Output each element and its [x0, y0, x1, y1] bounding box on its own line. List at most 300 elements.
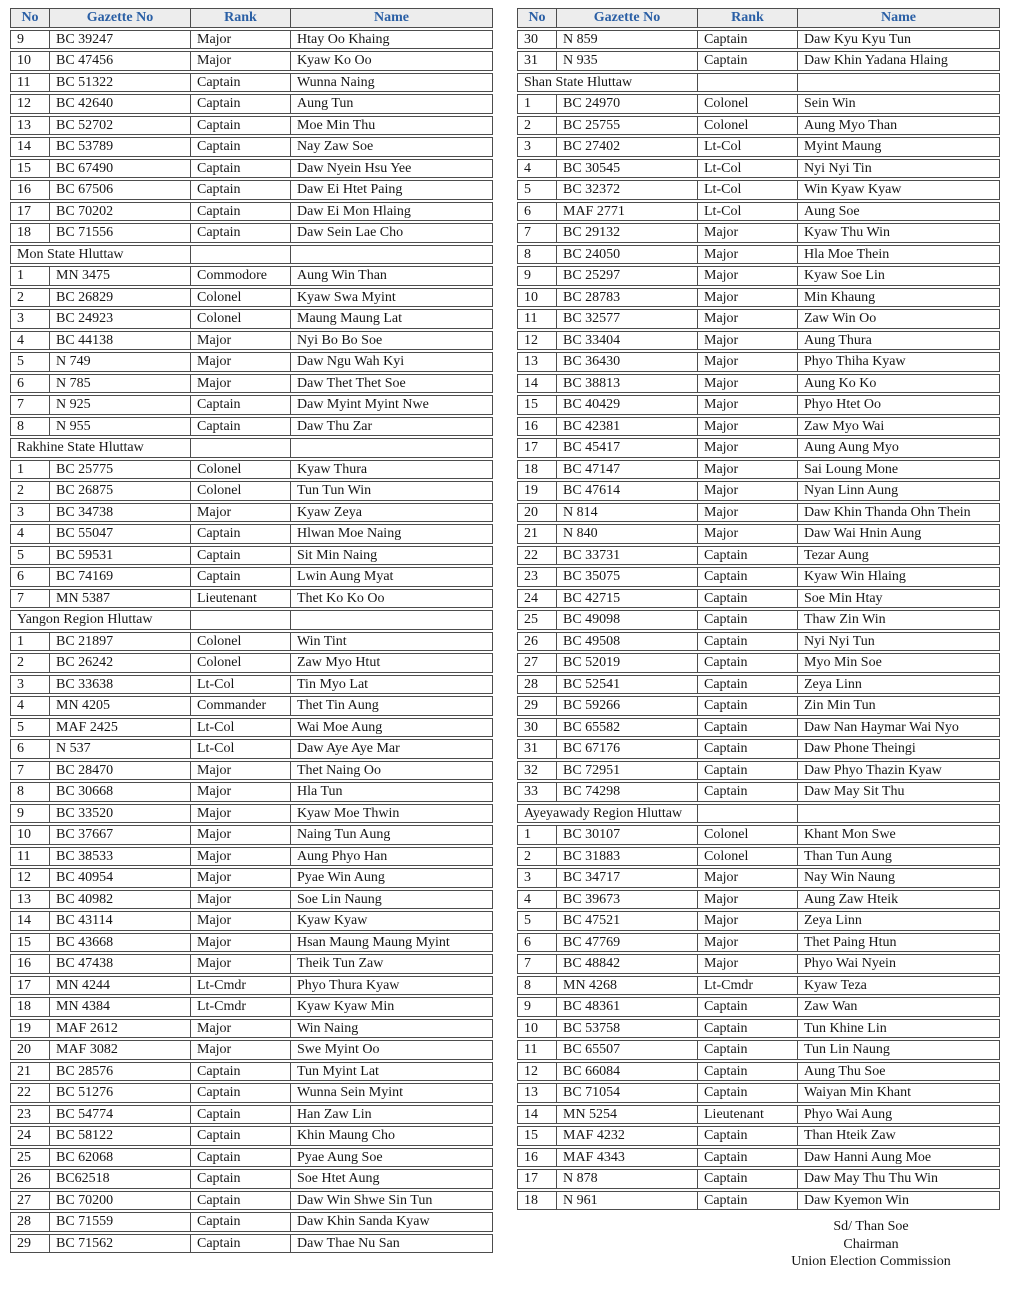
cell-gazette: BC 47438: [50, 954, 191, 974]
table-row: [10, 460, 493, 480]
table-row: [517, 245, 1000, 265]
cell-no: 9: [10, 30, 50, 50]
cell-gazette: N 925: [50, 395, 191, 415]
cell-rank: Lt-Col: [698, 202, 798, 222]
cell-gazette: BC 52702: [50, 116, 191, 136]
cell-no: 3: [10, 675, 50, 695]
cell-rank: Major: [191, 374, 291, 394]
cell-name: Theik Tun Zaw: [291, 954, 493, 974]
table-row: [517, 374, 1000, 394]
signature-block: [741, 1218, 1001, 1271]
table-row: [10, 1212, 493, 1232]
table-row: [10, 933, 493, 953]
cell-rank: Major: [191, 782, 291, 802]
cell-no: 1: [10, 632, 50, 652]
cell-name: Aung Zaw Hteik: [798, 890, 1000, 910]
table-row: [517, 696, 1000, 716]
table-row: [10, 159, 493, 179]
cell-no: 6: [10, 567, 50, 587]
table-row: [517, 1169, 1000, 1189]
cell-gazette: MN 5387: [50, 589, 191, 609]
cell-name: Kyaw Teza: [798, 976, 1000, 996]
cell-gazette: BC 47769: [557, 933, 698, 953]
cell-name: Aung Thura: [798, 331, 1000, 351]
cell-no: 10: [10, 51, 50, 71]
cell-rank: Captain: [191, 417, 291, 437]
cell-rank: Major: [698, 911, 798, 931]
table-row: [517, 1040, 1000, 1060]
cell-name: Aung Myo Than: [798, 116, 1000, 136]
cell-name: Daw Ei Mon Hlaing: [291, 202, 493, 222]
table-row: [517, 1083, 1000, 1103]
table-row: [517, 51, 1000, 71]
table-row: [10, 374, 493, 394]
table-row: [10, 868, 493, 888]
cell-no: 15: [10, 933, 50, 953]
table-row: [10, 395, 493, 415]
cell-rank: Captain: [698, 51, 798, 71]
cell-name: Aung Aung Myo: [798, 438, 1000, 458]
cell-rank: Captain: [191, 137, 291, 157]
cell-rank: Commander: [191, 696, 291, 716]
table-row: [10, 1234, 493, 1254]
cell-gazette: BC 53789: [50, 137, 191, 157]
cell-gazette: BC 58122: [50, 1126, 191, 1146]
cell-gazette: BC 30668: [50, 782, 191, 802]
cell-no: 22: [517, 546, 557, 566]
cell-gazette: BC 33520: [50, 804, 191, 824]
cell-no: 22: [10, 1083, 50, 1103]
cell-rank: Colonel: [191, 653, 291, 673]
cell-no: 14: [517, 374, 557, 394]
cell-name: Daw Hanni Aung Moe: [798, 1148, 1000, 1168]
cell-rank: Captain: [698, 632, 798, 652]
cell-name: Thaw Zin Win: [798, 610, 1000, 630]
cell-name: Aung Soe: [798, 202, 1000, 222]
cell-no: 1: [517, 825, 557, 845]
table-row: [10, 309, 493, 329]
cell-no: 13: [10, 116, 50, 136]
cell-name: Pyae Win Aung: [291, 868, 493, 888]
cell-name: Win Kyaw Kyaw: [798, 180, 1000, 200]
cell-gazette: BC 48842: [557, 954, 698, 974]
cell-rank: Lt-Col: [698, 137, 798, 157]
cell-no: 16: [517, 1148, 557, 1168]
cell-rank: Major: [698, 481, 798, 501]
cell-gazette: BC 40429: [557, 395, 698, 415]
cell-rank: Colonel: [698, 116, 798, 136]
cell-no: 31: [517, 51, 557, 71]
cell-gazette: BC 72951: [557, 761, 698, 781]
cell-rank: Captain: [191, 1126, 291, 1146]
table-row: [517, 288, 1000, 308]
table-row: [517, 868, 1000, 888]
cell-gazette: BC 36430: [557, 352, 698, 372]
cell-name: Sit Min Naing: [291, 546, 493, 566]
cell-gazette: MAF 2771: [557, 202, 698, 222]
cell-rank: Major: [698, 460, 798, 480]
cell-no: 4: [10, 696, 50, 716]
cell-name: Tin Myo Lat: [291, 675, 493, 695]
section-empty-cell: [191, 245, 291, 265]
table-row: [517, 1105, 1000, 1125]
table-row: [517, 632, 1000, 652]
cell-no: 8: [10, 782, 50, 802]
cell-gazette: BC 65507: [557, 1040, 698, 1060]
cell-no: 26: [10, 1169, 50, 1189]
cell-name: Daw Nyein Hsu Yee: [291, 159, 493, 179]
cell-gazette: BC 47147: [557, 460, 698, 480]
cell-gazette: BC 42640: [50, 94, 191, 114]
cell-no: 2: [517, 116, 557, 136]
cell-rank: Captain: [698, 718, 798, 738]
section-empty-cell: [291, 438, 493, 458]
cell-gazette: BC 59531: [50, 546, 191, 566]
cell-name: Kyaw Thu Win: [798, 223, 1000, 243]
cell-name: Phyo Thura Kyaw: [291, 976, 493, 996]
cell-gazette: BC 38533: [50, 847, 191, 867]
column-header-name: Name: [798, 8, 1000, 28]
cell-gazette: BC 54774: [50, 1105, 191, 1125]
table-row: [10, 1062, 493, 1082]
table-row: [10, 1019, 493, 1039]
table-row: [10, 137, 493, 157]
cell-no: 11: [517, 309, 557, 329]
table-row: [10, 954, 493, 974]
cell-no: 10: [517, 1019, 557, 1039]
cell-no: 19: [10, 1019, 50, 1039]
cell-name: Daw May Thu Thu Win: [798, 1169, 1000, 1189]
section-title: Ayeyawady Region Hluttaw: [517, 804, 698, 824]
section-empty-cell: [191, 438, 291, 458]
cell-rank: Captain: [698, 1083, 798, 1103]
cell-name: Aung Thu Soe: [798, 1062, 1000, 1082]
cell-rank: Captain: [698, 1169, 798, 1189]
cell-rank: Captain: [698, 696, 798, 716]
cell-name: Daw Kyemon Win: [798, 1191, 1000, 1211]
cell-no: 1: [517, 94, 557, 114]
cell-rank: Captain: [698, 997, 798, 1017]
cell-name: Daw Wai Hnin Aung: [798, 524, 1000, 544]
cell-name: Waiyan Min Khant: [798, 1083, 1000, 1103]
table-row: [517, 976, 1000, 996]
cell-gazette: BC 38813: [557, 374, 698, 394]
table-row: [10, 266, 493, 286]
cell-gazette: N 749: [50, 352, 191, 372]
table-row: [10, 632, 493, 652]
table-row: [517, 438, 1000, 458]
cell-gazette: BC 70202: [50, 202, 191, 222]
section-header-row: [517, 73, 1000, 93]
table-row: [517, 223, 1000, 243]
table-row: [10, 675, 493, 695]
cell-no: 17: [10, 202, 50, 222]
cell-no: 14: [10, 137, 50, 157]
cell-name: Daw Phyo Thazin Kyaw: [798, 761, 1000, 781]
cell-gazette: BC 74169: [50, 567, 191, 587]
cell-name: Moe Min Thu: [291, 116, 493, 136]
cell-gazette: BC 28783: [557, 288, 698, 308]
table-row: [517, 30, 1000, 50]
cell-gazette: BC 52541: [557, 675, 698, 695]
cell-no: 6: [10, 374, 50, 394]
table-row: [10, 223, 493, 243]
section-empty-cell: [291, 245, 493, 265]
cell-rank: Major: [191, 1019, 291, 1039]
cell-no: 21: [10, 1062, 50, 1082]
cell-rank: Major: [191, 331, 291, 351]
cell-name: Kyaw Swa Myint: [291, 288, 493, 308]
cell-gazette: BC 24970: [557, 94, 698, 114]
cell-gazette: BC 47521: [557, 911, 698, 931]
cell-no: 27: [10, 1191, 50, 1211]
cell-no: 11: [517, 1040, 557, 1060]
table-row: [517, 546, 1000, 566]
cell-gazette: BC 40982: [50, 890, 191, 910]
cell-name: Myint Maung: [798, 137, 1000, 157]
cell-gazette: N 785: [50, 374, 191, 394]
cell-rank: Lt-Cmdr: [191, 976, 291, 996]
cell-no: 18: [517, 1191, 557, 1211]
cell-gazette: BC 62068: [50, 1148, 191, 1168]
cell-gazette: BC 34738: [50, 503, 191, 523]
cell-name: Kyaw Kyaw: [291, 911, 493, 931]
cell-gazette: BC 25297: [557, 266, 698, 286]
cell-gazette: BC 67490: [50, 159, 191, 179]
cell-no: 31: [517, 739, 557, 759]
section-header-row: [10, 438, 493, 458]
cell-no: 32: [517, 761, 557, 781]
table-row: [10, 288, 493, 308]
cell-rank: Major: [698, 503, 798, 523]
table-row: [10, 696, 493, 716]
cell-no: 18: [10, 223, 50, 243]
cell-name: Nyi Bo Bo Soe: [291, 331, 493, 351]
cell-rank: Colonel: [191, 288, 291, 308]
table-row: [10, 739, 493, 759]
cell-rank: Captain: [191, 1234, 291, 1254]
cell-no: 20: [517, 503, 557, 523]
cell-rank: Captain: [191, 524, 291, 544]
cell-no: 27: [517, 653, 557, 673]
cell-rank: Captain: [191, 116, 291, 136]
cell-rank: Major: [191, 1040, 291, 1060]
cell-rank: Major: [698, 890, 798, 910]
column-header-row: [10, 8, 493, 28]
cell-rank: Captain: [698, 782, 798, 802]
table-row: [10, 481, 493, 501]
cell-name: Daw Ngu Wah Kyi: [291, 352, 493, 372]
cell-gazette: BC 32372: [557, 180, 698, 200]
cell-name: Daw Phone Theingi: [798, 739, 1000, 759]
cell-no: 12: [10, 868, 50, 888]
cell-no: 6: [517, 202, 557, 222]
cell-no: 17: [517, 1169, 557, 1189]
cell-no: 2: [10, 288, 50, 308]
cell-name: Swe Myint Oo: [291, 1040, 493, 1060]
cell-name: Wunna Sein Myint: [291, 1083, 493, 1103]
cell-gazette: BC 34717: [557, 868, 698, 888]
cell-gazette: BC 26242: [50, 653, 191, 673]
cell-name: Tun Myint Lat: [291, 1062, 493, 1082]
signature-role: Chairman: [843, 1236, 899, 1252]
cell-name: Thet Tin Aung: [291, 696, 493, 716]
cell-gazette: BC 59266: [557, 696, 698, 716]
cell-rank: Lt-Col: [698, 159, 798, 179]
cell-name: Aung Win Than: [291, 266, 493, 286]
cell-gazette: BC 31883: [557, 847, 698, 867]
cell-rank: Captain: [191, 223, 291, 243]
cell-gazette: BC62518: [50, 1169, 191, 1189]
table-row: [517, 675, 1000, 695]
cell-no: 5: [10, 352, 50, 372]
section-title: Shan State Hluttaw: [517, 73, 698, 93]
cell-gazette: BC 39673: [557, 890, 698, 910]
cell-name: Sein Win: [798, 94, 1000, 114]
cell-name: Pyae Aung Soe: [291, 1148, 493, 1168]
table-row: [517, 911, 1000, 931]
cell-gazette: BC 40954: [50, 868, 191, 888]
cell-rank: Major: [698, 331, 798, 351]
table-row: [517, 761, 1000, 781]
cell-gazette: BC 55047: [50, 524, 191, 544]
section-header-row: [517, 804, 1000, 824]
cell-name: Zaw Myo Htut: [291, 653, 493, 673]
cell-rank: Major: [191, 868, 291, 888]
table-row: [10, 51, 493, 71]
cell-gazette: N 961: [557, 1191, 698, 1211]
cell-no: 25: [10, 1148, 50, 1168]
cell-rank: Major: [698, 374, 798, 394]
cell-rank: Major: [698, 223, 798, 243]
cell-no: 26: [517, 632, 557, 652]
column-header-gazette: Gazette No: [557, 8, 698, 28]
officer-table-left: [10, 6, 493, 1255]
section-header-row: [10, 245, 493, 265]
cell-name: Min Khaung: [798, 288, 1000, 308]
cell-name: Than Hteik Zaw: [798, 1126, 1000, 1146]
cell-no: 3: [517, 137, 557, 157]
cell-name: Daw Thu Zar: [291, 417, 493, 437]
cell-name: Thet Naing Oo: [291, 761, 493, 781]
cell-rank: Captain: [698, 653, 798, 673]
cell-gazette: BC 49098: [557, 610, 698, 630]
table-row: [10, 352, 493, 372]
cell-name: Khin Maung Cho: [291, 1126, 493, 1146]
cell-gazette: BC 71556: [50, 223, 191, 243]
cell-rank: Captain: [191, 94, 291, 114]
table-row: [10, 1083, 493, 1103]
section-empty-cell: [798, 804, 1000, 824]
table-row: [10, 589, 493, 609]
cell-rank: Captain: [698, 1126, 798, 1146]
cell-name: Hlwan Moe Naing: [291, 524, 493, 544]
cell-rank: Captain: [698, 761, 798, 781]
cell-rank: Captain: [191, 1191, 291, 1211]
cell-gazette: BC 25755: [557, 116, 698, 136]
cell-name: Sai Loung Mone: [798, 460, 1000, 480]
cell-gazette: BC 65582: [557, 718, 698, 738]
cell-name: Thet Ko Ko Oo: [291, 589, 493, 609]
cell-rank: Major: [698, 309, 798, 329]
cell-gazette: N 537: [50, 739, 191, 759]
cell-name: Kyaw Moe Thwin: [291, 804, 493, 824]
cell-gazette: BC 71562: [50, 1234, 191, 1254]
cell-rank: Major: [191, 30, 291, 50]
table-row: [10, 847, 493, 867]
cell-gazette: BC 51322: [50, 73, 191, 93]
table-row: [10, 73, 493, 93]
table-row: [517, 159, 1000, 179]
cell-gazette: BC 27402: [557, 137, 698, 157]
table-row: [517, 331, 1000, 351]
cell-name: Nay Win Naung: [798, 868, 1000, 888]
cell-name: Aung Phyo Han: [291, 847, 493, 867]
cell-gazette: N 814: [557, 503, 698, 523]
cell-gazette: MAF 4343: [557, 1148, 698, 1168]
cell-rank: Major: [191, 954, 291, 974]
cell-name: Daw Khin Yadana Hlaing: [798, 51, 1000, 71]
cell-no: 8: [517, 245, 557, 265]
cell-name: Tezar Aung: [798, 546, 1000, 566]
cell-rank: Captain: [698, 1019, 798, 1039]
cell-name: Soe Lin Naung: [291, 890, 493, 910]
section-title: Mon State Hluttaw: [10, 245, 191, 265]
cell-no: 28: [10, 1212, 50, 1232]
cell-gazette: BC 37667: [50, 825, 191, 845]
cell-name: Kyaw Thura: [291, 460, 493, 480]
cell-name: Hsan Maung Maung Myint: [291, 933, 493, 953]
cell-rank: Captain: [698, 1191, 798, 1211]
table-row: [10, 524, 493, 544]
cell-gazette: BC 74298: [557, 782, 698, 802]
cell-no: 4: [10, 524, 50, 544]
table-row: [10, 1148, 493, 1168]
cell-rank: Captain: [191, 1083, 291, 1103]
cell-rank: Lieutenant: [191, 589, 291, 609]
cell-name: Daw Thet Thet Soe: [291, 374, 493, 394]
cell-name: Win Tint: [291, 632, 493, 652]
cell-name: Nyi Nyi Tun: [798, 632, 1000, 652]
table-row: [517, 137, 1000, 157]
cell-no: 7: [10, 589, 50, 609]
cell-rank: Captain: [698, 589, 798, 609]
cell-no: 6: [517, 933, 557, 953]
cell-gazette: BC 49508: [557, 632, 698, 652]
cell-name: Hla Tun: [291, 782, 493, 802]
cell-gazette: MN 5254: [557, 1105, 698, 1125]
table-row: [517, 567, 1000, 587]
cell-rank: Major: [191, 761, 291, 781]
table-row: [10, 417, 493, 437]
table-row: [517, 94, 1000, 114]
cell-no: 7: [10, 761, 50, 781]
cell-rank: Major: [191, 825, 291, 845]
cell-rank: Captain: [191, 546, 291, 566]
cell-name: Kyaw Win Hlaing: [798, 567, 1000, 587]
table-row: [517, 718, 1000, 738]
cell-gazette: MN 4244: [50, 976, 191, 996]
cell-rank: Captain: [698, 567, 798, 587]
cell-gazette: MN 4268: [557, 976, 698, 996]
table-row: [517, 1191, 1000, 1211]
cell-no: 20: [10, 1040, 50, 1060]
cell-no: 23: [517, 567, 557, 587]
table-row: [10, 180, 493, 200]
cell-no: 23: [10, 1105, 50, 1125]
table-row: [517, 417, 1000, 437]
table-row: [10, 825, 493, 845]
